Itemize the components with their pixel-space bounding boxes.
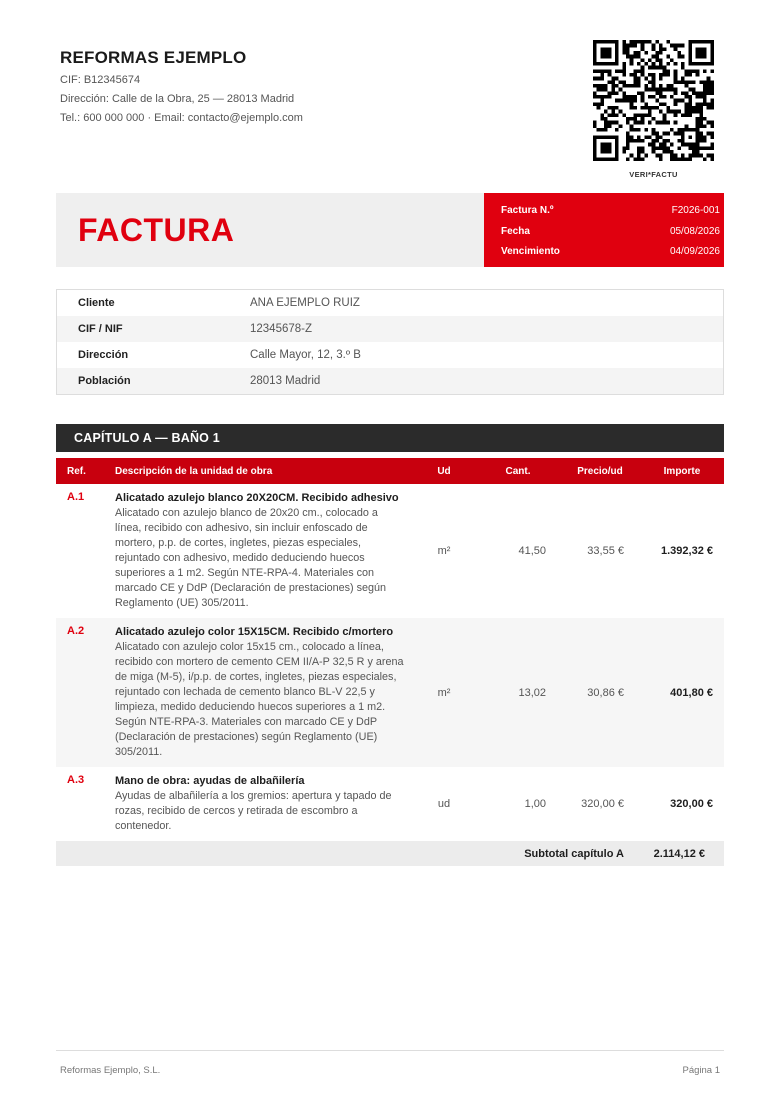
invoice-due-label: Vencimiento xyxy=(501,246,560,257)
client-name-label: Cliente xyxy=(78,297,115,309)
subtotal-label-text: Subtotal capítulo A xyxy=(524,847,624,860)
item-price: 33,55 € xyxy=(587,545,624,557)
item-amount: 1.392,32 € xyxy=(661,545,713,557)
column-header-description: Descripción de la unidad de obra xyxy=(108,458,412,484)
item-price: 320,00 € xyxy=(581,798,624,810)
footer-page-number: Página 1 xyxy=(682,1065,720,1076)
client-city-row xyxy=(57,368,723,394)
item-ref: A.2 xyxy=(56,618,108,767)
item-ref: A.3 xyxy=(67,774,85,786)
chapter-header: CAPÍTULO A — BAÑO 1 xyxy=(56,424,724,452)
column-header-amount: Importe xyxy=(640,458,724,484)
invoice-number-value: F2026-001 xyxy=(671,205,720,216)
client-address-value: Calle Mayor, 12, 3.º B xyxy=(250,349,361,361)
item-title: Alicatado azulejo blanco 20X20CM. Recibido adhesivo xyxy=(115,492,399,504)
item-quantity: 41,50 xyxy=(518,545,546,557)
client-nif-label: CIF / NIF xyxy=(78,323,123,335)
table-row xyxy=(56,618,724,767)
client-city-label: Población xyxy=(78,375,131,387)
item-body: Alicatado con azulejo color 15x15 cm., colocado a línea, recibido con mortero de cemento CEM II/A-P 32,5 R y arena de miga (M-5), i/p.p. de cortes, ingletes, piezas especiales, rejuntado con lechada de cemento blanco BL-V 22,5 y limpieza, medido deduciendo huecos superiores a 1 m2. Según NTE-RPA-3. Materiales con marcado CE y DdP (Declaración de prestaciones) según Reglamento (UE) 305/2011. xyxy=(115,641,404,758)
item-price: 30,86 € xyxy=(560,618,640,767)
item-amount: 320,00 € xyxy=(670,798,713,810)
invoice-meta-box xyxy=(484,193,724,267)
item-description xyxy=(108,618,412,767)
company-address: Dirección: Calle de la Obra, 25 — 28013 Madrid xyxy=(60,93,295,105)
subtotal-amount: 2.114,12 € xyxy=(640,841,724,866)
company-cif: CIF: B12345674 xyxy=(60,74,141,86)
invoice-title-band xyxy=(56,193,724,267)
client-nif-row xyxy=(57,316,723,342)
footer-company: Reformas Ejemplo, S.L. xyxy=(60,1065,161,1076)
company-name: REFORMAS EJEMPLO xyxy=(60,48,247,67)
invoice-date-value: 05/08/2026 xyxy=(669,225,720,237)
item-unit: ud xyxy=(437,798,451,810)
invoice-date-row xyxy=(484,226,724,247)
page-footer xyxy=(56,1050,724,1076)
company-header xyxy=(60,48,540,125)
invoice-number-label: Factura N.º xyxy=(501,205,554,216)
items-table xyxy=(56,458,724,866)
qr-block xyxy=(593,40,714,179)
client-address-label: Dirección xyxy=(78,349,129,361)
item-description xyxy=(108,767,412,841)
item-title: Mano de obra: ayudas de albañilería xyxy=(115,775,305,787)
invoice-number-row xyxy=(484,205,724,226)
item-quantity: 1,00 xyxy=(524,798,546,810)
item-unit: m² xyxy=(437,545,451,557)
column-header-ref: Ref. xyxy=(56,458,108,484)
item-body: Alicatado con azulejo blanco de 20x20 cm., colocado a línea, recibido con adhesivo, sin incluir enfoscado de mortero, p.p. de cortes, ingletes, piezas especiales, rejuntado con adhesivo, medido deduciendo huecos superiores a 1 m2. Según NTE-RPA-4. Materiales con marcado CE y DdP (Declaración de prestaciones) según Reglamento (UE) 305/2011. xyxy=(115,507,387,609)
table-row xyxy=(56,767,724,841)
item-body: Ayudas de albañilería a los gremios: apertura y tapado de rozas, recibido de cercos y retirada de escombro a contenedor. xyxy=(115,790,392,832)
company-contact: Tel.: 600 000 000 · Email: contacto@ejemplo.com xyxy=(60,112,303,124)
client-name-value: ANA EJEMPLO RUIZ xyxy=(250,297,360,309)
client-city-value: 28013 Madrid xyxy=(250,375,321,387)
item-title: Alicatado azulejo color 15X15CM. Recibido c/mortero xyxy=(115,626,394,638)
table-row xyxy=(56,484,724,618)
item-unit: m² xyxy=(412,618,476,767)
column-header-unit: Ud xyxy=(412,458,476,484)
item-description xyxy=(108,484,412,618)
invoice-due-row xyxy=(484,246,724,267)
subtotal-row xyxy=(56,841,724,866)
item-amount: 401,80 € xyxy=(640,618,724,767)
invoice-date-label: Fecha xyxy=(501,225,530,237)
client-name-row xyxy=(57,290,723,316)
subtotal-label xyxy=(524,841,640,866)
invoice-due-value: 04/09/2026 xyxy=(669,246,720,257)
qr-label: VERI*FACTU xyxy=(629,170,678,179)
qr-code-icon xyxy=(593,40,714,161)
table-header-row xyxy=(56,458,724,484)
column-header-quantity: Cant. xyxy=(476,458,560,484)
item-quantity: 13,02 xyxy=(476,618,560,767)
client-address-row xyxy=(57,342,723,368)
client-info xyxy=(56,289,724,395)
item-ref: A.1 xyxy=(67,491,85,503)
column-header-price: Precio/ud xyxy=(560,458,640,484)
invoice-title: FACTURA xyxy=(78,212,235,248)
client-nif-value: 12345678-Z xyxy=(250,323,313,335)
